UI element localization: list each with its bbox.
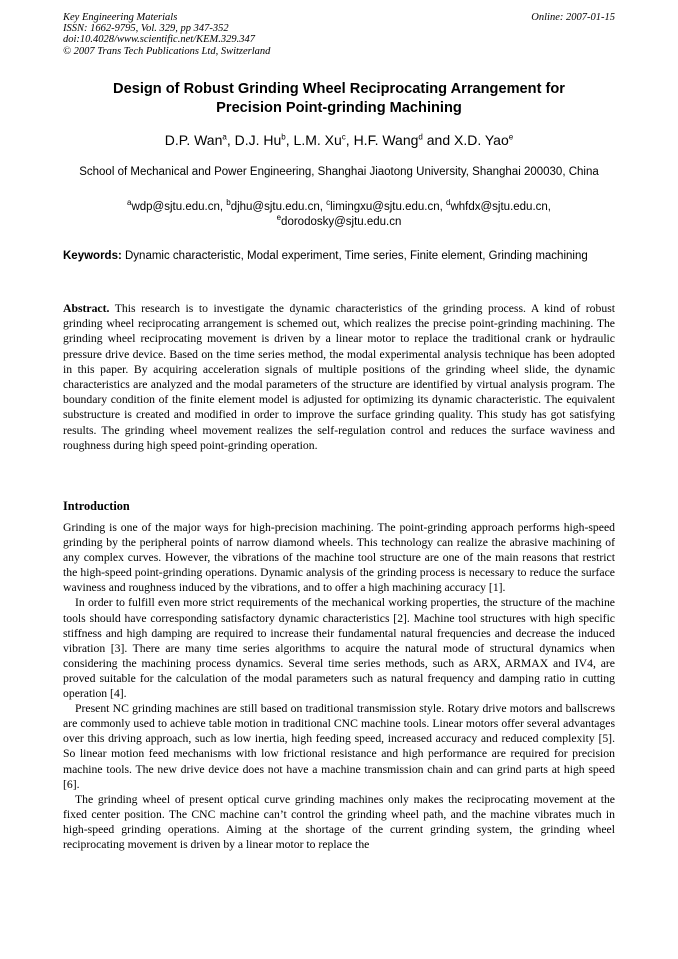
journal-name: Key Engineering Materials — [63, 12, 178, 23]
email-link[interactable]: $^d$whfdx@sjtu.edu.cn — [446, 198, 548, 213]
affiliation: School of Mechanical and Power Engineering, Shanghai Jiaotong University, Shanghai 200030, China — [79, 166, 599, 178]
copyright-line: © 2007 Trans Tech Publications Ltd, Switzerland — [63, 45, 271, 57]
keywords — [63, 250, 615, 264]
abstract — [63, 301, 615, 453]
author: H.F. Wang$^d$ and — [353, 132, 454, 148]
author: L.M. Xu$^c$, — [293, 132, 354, 148]
doi-line: doi:10.4028/www.scientific.net/KEM.329.347 — [63, 34, 255, 46]
keywords-label: Keywords: — [63, 250, 122, 262]
paper-title — [63, 80, 615, 117]
title-line-1: Design of Robust Grinding Wheel Reciprocating Arrangement for — [113, 81, 565, 97]
section-heading-introduction: Introduction — [63, 499, 130, 513]
paragraph: Present NC grinding machines are still based on traditional transmission style. Rotary drive motors and ballscrews are commonly used to achieve table motion in traditional CNC machine tools. Linear motors offer several advantages over this driving approach, such as low inertia, high feeding speed, increased accuracy and reduced complexity [5]. So linear motion feed mechanisms with low frictional resistance and high performance are required for precision machine tools. The new drive device does not have a machine transmission chain and can grind parts at high speed [6]. — [63, 702, 615, 791]
email-link[interactable]: $^b$djhu@sjtu.edu.cn — [226, 198, 320, 213]
online-date: Online: 2007-01-15 — [531, 12, 615, 23]
keywords-text: Dynamic characteristic, Modal experiment, Time series, Finite element, Grinding machining — [125, 250, 588, 262]
abstract-text: This research is to investigate the dynamic characteristics of the grinding process. A kind of robust grinding wheel reciprocating arrangement is schemed out, which realizes the precise point-grinding machining. The grinding wheel reciprocating movement is driven by a linear motor to replace the traditional crank or hydraulic pressure drive device. Based on the time series method, the modal experimental analysis technique has been adopted in this paper. By acquiring acceleration signals of multiple positions of the grinding wheel slide, the dynamic characteristics are analyzed and the modal parameters of the structure are identified by virtual analysis program. The boundary condition of the finite element model is adjusted for optimizing its dynamic characteristic. The equivalent substructure is created and modified in order to improve the surface grinding quality. This study has got satisfying results. The grinding wheel movement realizes the self-regulation control and reduces the surface waviness and roughness during high speed point-grinding operation. — [63, 302, 615, 452]
journal-header — [63, 12, 270, 57]
issn-line: ISSN: 1662-9795, Vol. 329, pp 347-352 — [63, 23, 229, 35]
author-list — [63, 131, 615, 149]
paragraph: In order to fulfill even more strict requirements of the mechanical working properties, the structure of the machine tools should have corresponding satisfactory dynamic characteristics [2]. Machine tool structures with high specific stiffness and high damping are required to increase their fundamental natural frequencies and decrease the induced vibration [3]. There are many time series algorithms to acquire the natural mode of structural dynamics when considering the machining process dynamics. Several time series methods, such as ARX, ARMAX and IV4, are proved suitable for the calculation of the modal parameters such as natural frequency and damping ratio in cutting operation [4]. — [63, 596, 615, 701]
abstract-label: Abstract. — [63, 302, 110, 315]
paragraph: The grinding wheel of present optical curve grinding machines only makes the reciprocating movement at the fixed center position. The CNC machine can’t control the grinding wheel path, and the machine vibrates much in high-speed grinding operations. Aiming at the shortage of the current grinding system, the grinding wheel reciprocating movement is driven by a linear motor to replace the — [63, 792, 615, 851]
email-link[interactable]: $^c$limingxu@sjtu.edu.cn — [326, 198, 440, 213]
email-link[interactable]: $^a$wdp@sjtu.edu.cn — [127, 198, 220, 213]
paragraph: Grinding is one of the major ways for high-precision machining. The point-grinding approach performs high-speed grinding by the peripheral points of narrow diamond wheels. This technology can realize the abrasive machining of any complex curves. However, the vibrations of the machine tool structure are one of the main reasons that restrict the high-speed point-grinding operations. Dynamic analysis of the grinding process is necessary to reduce the surface waviness and roughness induced by the vibrations, and to offer a high machining accuracy [1]. — [63, 521, 615, 595]
author: D.J. Hu$^b$, — [234, 132, 294, 148]
introduction-body — [63, 520, 615, 852]
title-line-2: Precision Point-grinding Machining — [216, 99, 462, 116]
author: D.P. Wan$^a$, — [164, 132, 235, 148]
author-emails: $^a$wdp@sjtu.edu.cn, $^b$djhu@sjtu.edu.cn, $^c$limingxu@sjtu.edu.cn, $^d$whfdx@sjtu.edu.cn, $^e$dorodosky@sjtu.edu.cn — [127, 198, 551, 228]
author: X.D. Yao$^e$ — [454, 132, 514, 148]
email-link[interactable]: $^e$dorodosky@sjtu.edu.cn — [276, 212, 402, 228]
